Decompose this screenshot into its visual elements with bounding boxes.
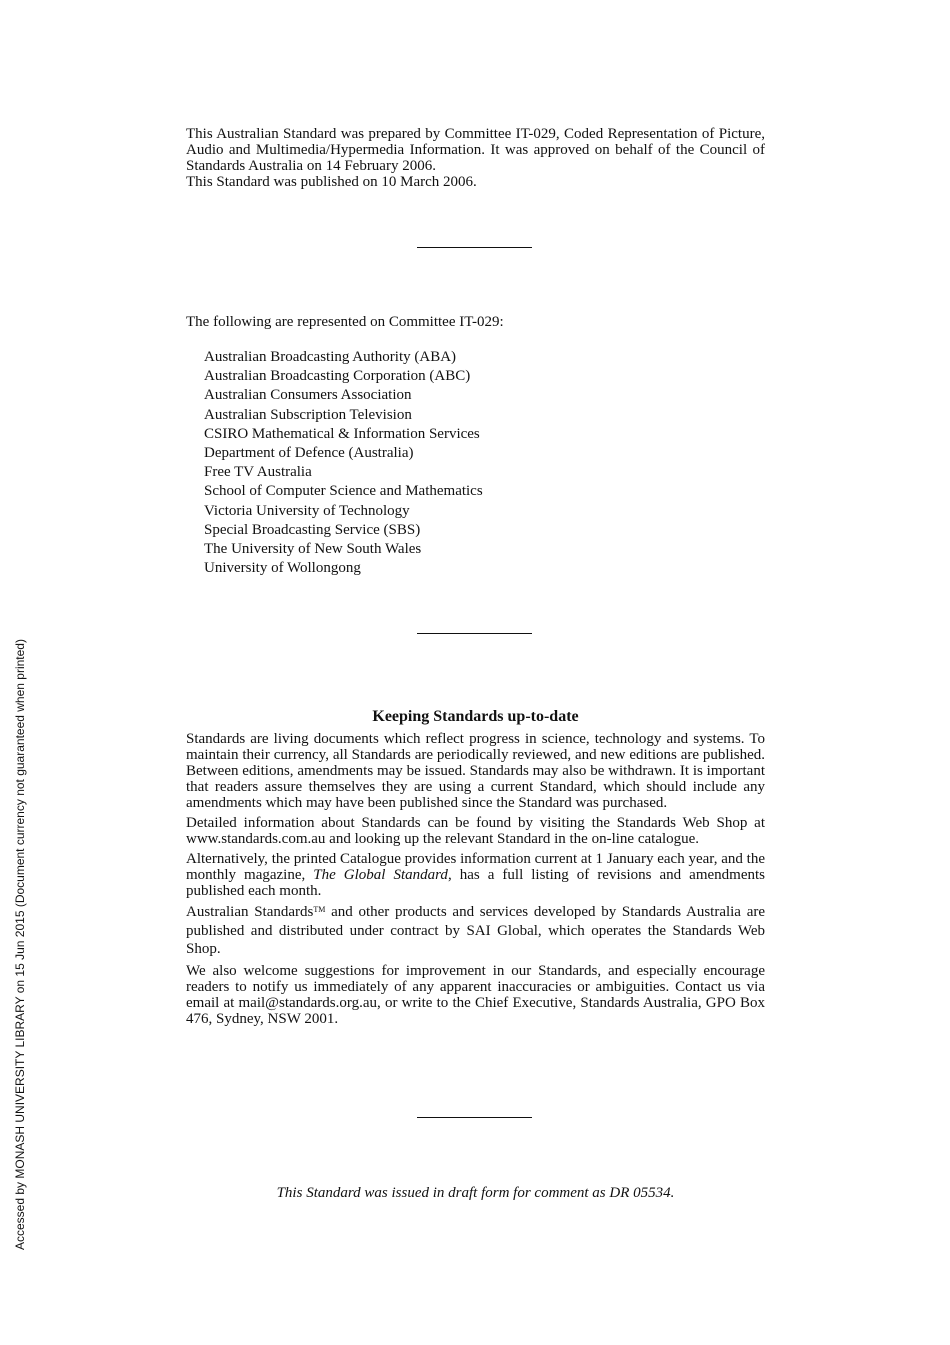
committee-member: The University of New South Wales [204,541,422,558]
committee-member: Special Broadcasting Service (SBS) [204,521,421,538]
committee-member: Australian Consumers Association [204,387,412,404]
catalogue-text-end: , has a full listing of revisions and amendments published each month. [186,867,765,899]
intro-block [186,126,765,190]
committee-member: Department of Defence (Australia) [204,445,414,462]
committee-member: Australian Broadcasting Corporation (ABC) [204,368,471,385]
paragraph-living-documents: Standards are living documents which reflect progress in science, technology and systems. To maintain their currency, all Standards are periodically reviewed, and new editions are published. Between editions, amendments may be issued. Standards may also be withdrawn. It is important that readers assure themselves they are using a current Standard, which should include any amendments which may have been published since the Standard was purchased. [186,731,765,811]
committee-member-list [204,348,483,578]
catalogue-text-start: Alternatively, the printed Catalogue provides information current at 1 January each year, and the monthly magazine, [186,851,765,883]
committee-member: Australian Broadcasting Authority (ABA) [204,349,457,365]
paragraph-web-shop: Detailed information about Standards can be found by visiting the Standards Web Shop at www.standards.com.au and looking up the relevant Standard in the on-line catalogue. [186,815,765,847]
draft-note: This Standard was issued in draft form for comment as DR 05534. [276,1185,675,1201]
committee-member: Australian Subscription Television [204,406,412,423]
committee-member: Victoria University of Technology [204,502,410,519]
keeping-standards-body [186,731,765,1031]
divider-rule [417,1117,532,1118]
paragraph-distribution [186,903,765,959]
paragraph-feedback: We also welcome suggestions for improvement in our Standards, and especially encourage readers to notify us immediately of any apparent inaccuracies or ambiguities. Contact us via email at mail@standards.org.au, or write to the Chief Executive, Standards Australia, GPO Box 476, Sydney, NSW 2001. [186,962,765,1027]
committee-member: School of Computer Science and Mathematics [204,483,483,500]
paragraph-catalogue [186,851,765,899]
committee-member: CSIRO Mathematical & Information Services [204,425,480,442]
intro-preparation-text: This Australian Standard was prepared by Committee IT-029, Coded Representation of Picture, Audio and Multimedia/Hypermedia Information. It was approved on behalf of the Council of Standards Australia on 14 February 2006. [186,126,765,174]
distribution-text-end: and other products and services developed by Standards Australia are published and distributed under contract by SAI Global, which operates the Standards Web Shop. [186,904,766,957]
distribution-text-start: Australian Standards [186,904,314,920]
committee-heading: The following are represented on Committee IT-029: [186,314,504,330]
access-watermark: Accessed by MONASH UNIVERSITY LIBRARY on 15 Jun 2015 (Document currency not guaranteed when printed) [13,639,27,1250]
divider-rule [417,633,532,634]
intro-publication-text: This Standard was published on 10 March 2006. [186,174,477,190]
divider-rule [417,247,532,248]
section-heading: Keeping Standards up-to-date [372,708,579,725]
committee-member: University of Wollongong [204,560,361,577]
magazine-title: The Global Standard [313,867,448,883]
trademark-mark: TM [313,905,326,914]
committee-member: Free TV Australia [204,464,312,481]
